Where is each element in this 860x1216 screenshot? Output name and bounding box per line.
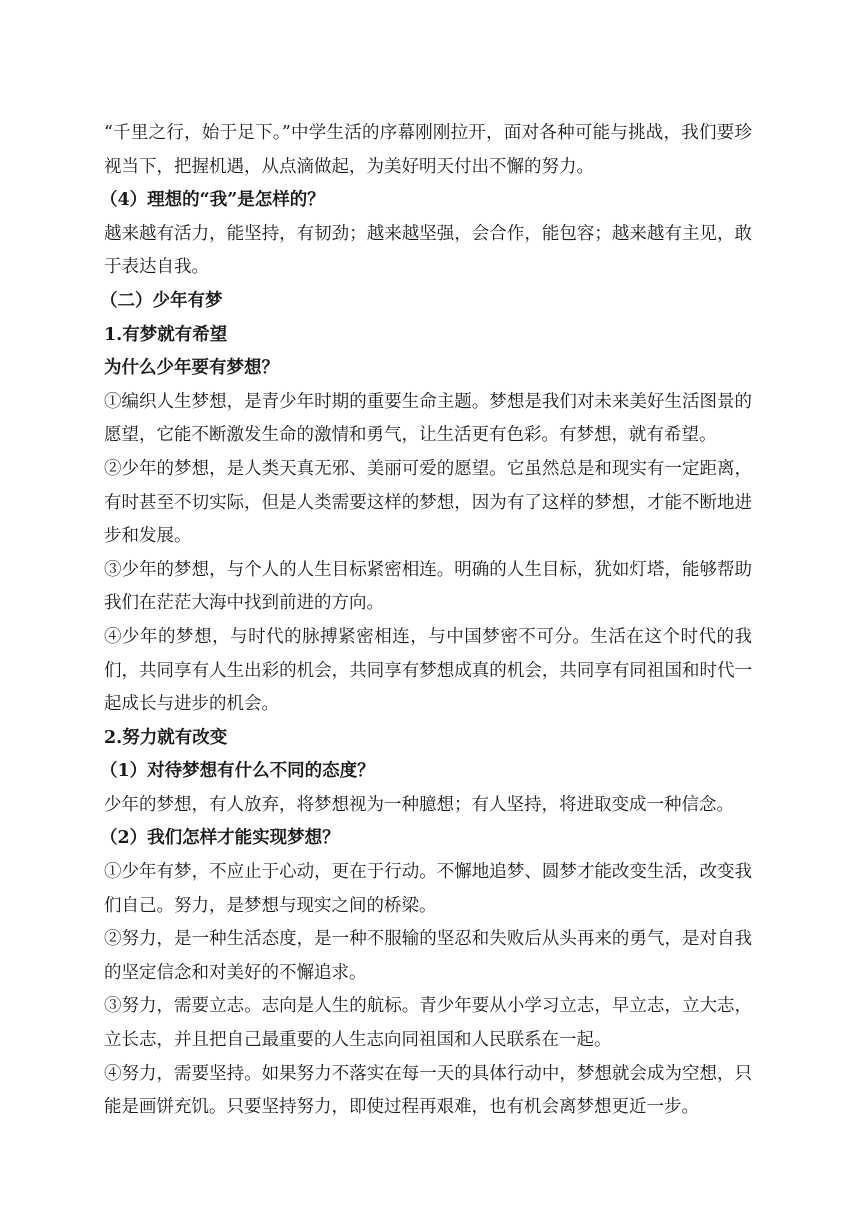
paragraph-effort-3: ③努力，需要立志。志向是人生的航标。青少年要从小学习立志，早立志，立大志，立长志，并且把自己最重要的人生志向同祖国和人民联系在一起。 — [104, 996, 752, 1051]
paragraph-point-3: ③少年的梦想，与个人的人生目标紧密相连。明确的人生目标，犹如灯塔，能够帮助我们在茫茫大海中找到前进的方向。 — [104, 559, 752, 614]
subheading-dream-hope: 1.有梦就有希望 — [104, 324, 228, 345]
paragraph-point-2: ②少年的梦想，是人类天真无邪、美丽可爱的愿望。它虽然总是和现实有一定距离，有时甚至不切实际，但是人类需要这样的梦想，因为有了这样的梦想，才能不断地进步和发展。 — [104, 458, 752, 547]
subheading-effort-change: 2.努力就有改变 — [104, 727, 228, 748]
question-attitudes: （1）对待梦想有什么不同的态度？ — [100, 761, 375, 782]
paragraph-point-1: ①编织人生梦想，是青少年时期的重要生命主题。梦想是我们对未来美好生活图景的愿望，它能不断激发生命的激情和勇气，让生活更有色彩。有梦想，就有希望。 — [104, 391, 752, 446]
paragraph-ideal-self: 越来越有活力，能坚持，有韧劲；越来越坚强，会合作，能包容；越来越有主见，敢于表达自我。 — [104, 223, 752, 278]
paragraph-intro-quote: “千里之行，始于足下。”中学生活的序幕刚刚拉开，面对各种可能与挑战，我们要珍视当下，把握机遇，从点滴做起，为美好明天付出不懈的努力。 — [104, 123, 752, 177]
heading-ideal-self: （4）理想的“我”是怎样的？ — [100, 190, 325, 211]
section-heading-youth-dream: （二）少年有梦 — [100, 290, 223, 311]
question-how-realize: （2）我们怎样才能实现梦想？ — [100, 828, 340, 849]
paragraph-effort-4: ④努力，需要坚持。如果努力不落实在每一天的具体行动中，梦想就会成为空想，只能是画饼充饥。只要坚持努力，即使过程再艰难，也有机会离梦想更近一步。 — [104, 1063, 752, 1118]
paragraph-effort-2: ②努力，是一种生活态度，是一种不服输的坚忍和失败后从头再来的勇气，是对自我的坚定信念和对美好的不懈追求。 — [104, 929, 752, 983]
document-page — [100, 117, 752, 1125]
question-why-dream: 为什么少年要有梦想？ — [104, 358, 279, 379]
paragraph-attitudes: 少年的梦想，有人放弃，将梦想视为一种臆想；有人坚持，将进取变成一种信念。 — [104, 794, 734, 815]
paragraph-point-4: ④少年的梦想，与时代的脉搏紧密相连，与中国梦密不可分。生活在这个时代的我们，共同享有人生出彩的机会，共同享有梦想成真的机会，共同享有同祖国和时代一起成长与进步的机会。 — [104, 626, 752, 715]
paragraph-effort-1: ①少年有梦，不应止于心动，更在于行动。不懈地追梦、圆梦才能改变生活，改变我们自己。努力，是梦想与现实之间的桥梁。 — [104, 862, 752, 916]
